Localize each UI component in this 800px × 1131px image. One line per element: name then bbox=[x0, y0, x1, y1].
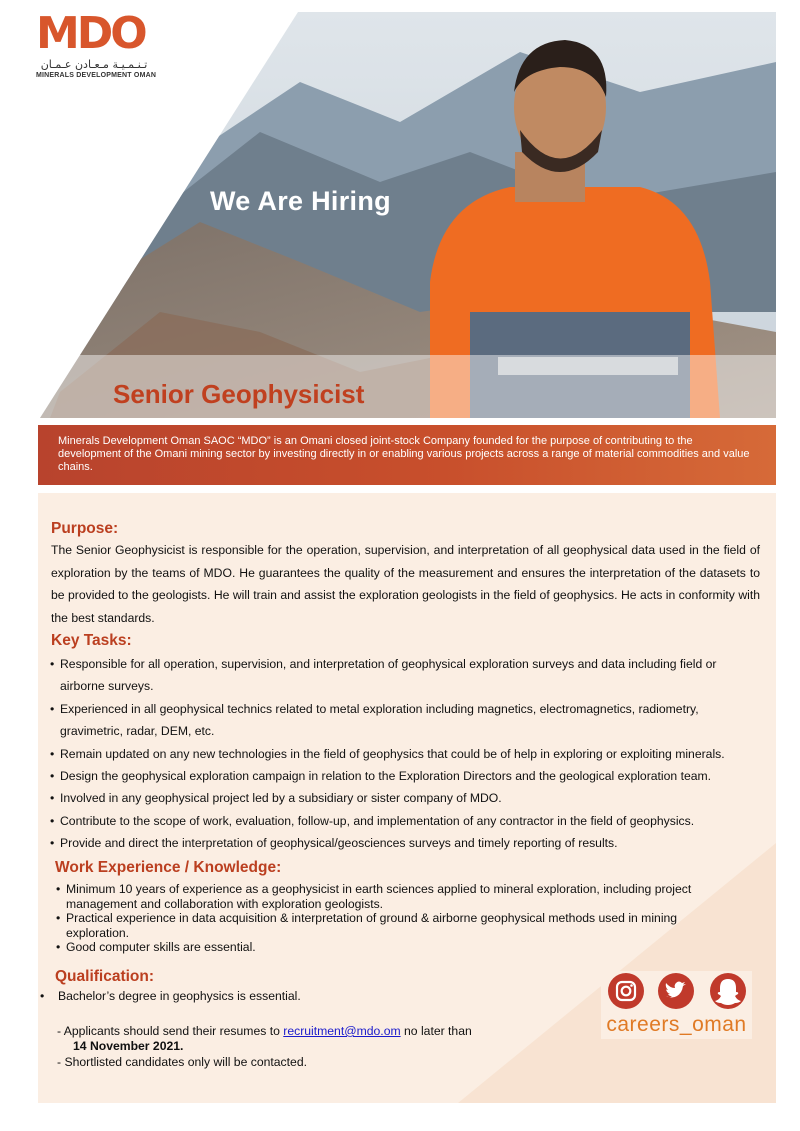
experience-title: Work Experience / Knowledge: bbox=[55, 859, 282, 876]
job-title: Senior Geophysicist bbox=[113, 379, 365, 409]
purpose-title: Purpose: bbox=[51, 520, 119, 537]
list-item: • Remain updated on any new technologies in the field of geophysics that could be of help in exploring or exploiting minerals. bbox=[50, 746, 725, 761]
experience-list bbox=[56, 882, 716, 955]
list-item: • Involved in any geophysical project led by a subsidiary or sister company of MDO. bbox=[50, 791, 502, 806]
list-item: • Design the geophysical exploration campaign in relation to the Exploration Directors and the geological exploration team. bbox=[50, 769, 712, 784]
qualification-item: • Bachelor’s degree in geophysics is essential. bbox=[40, 989, 301, 1003]
instagram-icon[interactable] bbox=[608, 973, 644, 1009]
key-tasks-list bbox=[50, 653, 750, 855]
company-intro: Minerals Development Oman SAOC “MDO” is an Omani closed joint-stock Company founded for the purpose of contributing to the development of the Omani mining sector by investing directly in or enabling various projects across a range of material commodities and value chains. bbox=[38, 425, 776, 485]
list-item: • Experienced in all geophysical technics related to metal exploration including magnetics, electromagnetics, radiometry, gravimetric, radar, DEM, etc. bbox=[50, 701, 699, 739]
hero-headline: We Are Hiring bbox=[210, 186, 391, 216]
apply-deadline: 14 November 2021. bbox=[73, 1039, 184, 1053]
purpose-text: The Senior Geophysicist is responsible for the operation, supervision, and interpretation of all geophysical data used in the field of exploration by the teams of MDO. He guarantees the quality of the measurement and ensures the interpretation of the datasets to be provided to the geologists. He will train and assist the exploration geologists in the field of geophysics. He acts in conformity with the best standards. bbox=[51, 543, 760, 625]
list-item: • Responsible for all operation, supervision, and interpretation of geophysical exploration surveys and data including field or airborne surveys. bbox=[50, 657, 717, 694]
key-tasks-title: Key Tasks: bbox=[51, 632, 132, 649]
snapchat-icon[interactable] bbox=[710, 973, 746, 1009]
qualification-title: Qualification: bbox=[55, 968, 155, 985]
hero-banner bbox=[0, 8, 776, 418]
social-icons bbox=[606, 972, 751, 1010]
list-item: • Practical experience in data acquisition & interpretation of ground & airborne geophysical methods used in mining exploration. bbox=[56, 911, 678, 940]
logo-mark: MDO bbox=[36, 8, 145, 59]
social-block bbox=[601, 971, 752, 1039]
logo-arabic-text: تـنـمـيـة مـعـادن عـمـان bbox=[40, 58, 148, 71]
list-item: • Minimum 10 years of experience as a geophysicist in earth sciences applied to mineral exploration, including project management and collaboration with exploration geologists. bbox=[56, 882, 692, 911]
logo-english-text: MINERALS DEVELOPMENT OMAN bbox=[36, 72, 157, 79]
social-handle: careers_oman bbox=[606, 1013, 747, 1036]
list-item: • Provide and direct the interpretation of geophysical/geosciences surveys and timely reporting of results. bbox=[50, 836, 618, 851]
shortlist-note: - Shortlisted candidates only will be contacted. bbox=[57, 1055, 307, 1069]
apply-instructions: - Applicants should send their resumes to recruitment@mdo.om no later than bbox=[57, 1024, 472, 1038]
list-item: • Good computer skills are essential. bbox=[56, 940, 256, 955]
list-item: • Contribute to the scope of work, evaluation, follow-up, and implementation of any contractor in the field of geophysics. bbox=[50, 813, 695, 828]
twitter-icon[interactable] bbox=[658, 973, 694, 1009]
email-link[interactable]: recruitment@mdo.om bbox=[283, 1024, 401, 1038]
